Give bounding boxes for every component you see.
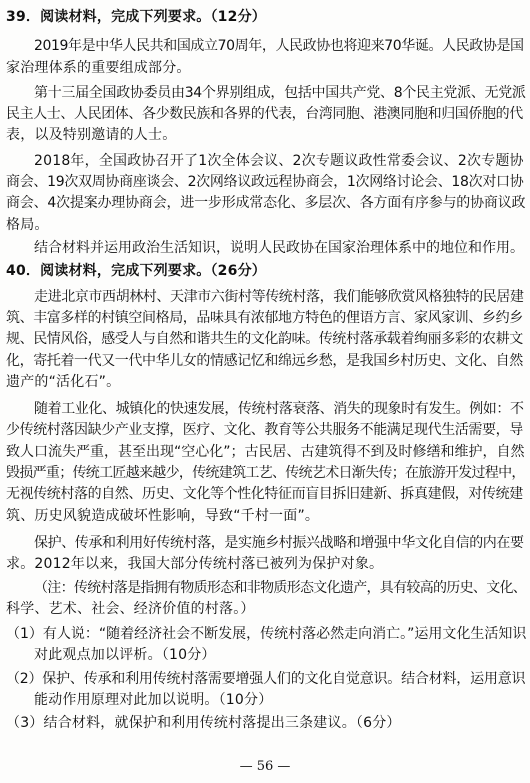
page-number: — 56 — — [239, 759, 291, 774]
q39-para3-line3: 商会、4次提案办理协商会，进一步形成常态化、多层次、各方面有序参与的协商议政 — [6, 195, 526, 211]
q39-para1-line1: 2019年是中华人民共和国成立70周年，人民政协也将迎来70华诞。人民政协是国 — [34, 38, 524, 54]
q40-sub2-line2: 能动作用原理对此加以说明。（10分） — [34, 692, 273, 708]
q40-para2-line5: 无视传统村落的自然、历史、文化等个性化特征而盲目拆旧建新、拆真建假，对传统建 — [6, 486, 523, 502]
q40-para1-line4: 化，寄托着一代又一代中华儿女的情感记忆和绵远乡愁，是我国乡村历史、文化、自然 — [6, 353, 523, 369]
q39-para2-line2: 民主人士、人民团体、各少数民族和各界的代表，台湾同胞、港澳同胞和归国侨胞的代 — [6, 106, 523, 122]
q40-para1-line1: 走进北京市西胡林村、天津市六街村等传统村落，我们能够欣赏风格独特的民居建 — [34, 289, 524, 305]
q39-para2-line1: 第十三届全国政协委员由34个界别组成，包括中国共产党、8个民主党派、无党派 — [34, 85, 526, 101]
q39-para2-line3: 表，以及特别邀请的人士。 — [6, 127, 177, 143]
q40-sub1-line2: 对此观点加以评析。（10分） — [34, 647, 216, 663]
q40-para2-line4: 毁损严重；传统工匠越来越少，传统建筑工艺、传统艺术日渐失传；在旅游开发过程中， — [6, 465, 525, 481]
q39-question: 结合材料并运用政治生活知识，说明人民政协在国家治理体系中的地位和作用。 — [34, 240, 524, 256]
q40-para2-line1: 随着工业化、城镇化的快速发展，传统村落衰落、消失的现象时有发生。例如：不 — [34, 401, 524, 417]
q40-note-line2: 科学、艺术、社会、经济价值的村落。） — [6, 601, 255, 617]
q40-para1-line2: 筑、丰富多样的村镇空间格局，品味具有浓郁地方特色的俚语方言、家风家训、乡约乡 — [6, 310, 523, 326]
q40-sub2-line1: （2）保护、传承和利用传统村落需要增强人们的文化自觉意识。结合材料，运用意识 — [6, 671, 526, 687]
q40-sub3: （3）结合材料，就保护和利用传统村落提出三条建议。（6分） — [6, 715, 401, 731]
q40-para1-line3: 规、民情风俗，感受人与自然和谐共生的文化韵味。传统村落承载着绚丽多彩的农耕文 — [6, 331, 523, 347]
q40-para2-line2: 少传统村落因缺少产业支撑，医疗、文化、教育等公共服务不能满足现代生活需要，导 — [6, 422, 523, 438]
q39-heading: 39．阅读材料，完成下列要求。（12分） — [6, 9, 266, 25]
q40-sub1-line1: （1）有人说：“随着经济社会不断发展，传统村落必然走向消亡。”运用文化生活知识 — [6, 626, 527, 642]
q39-para3-line2: 商会、19次双周协商座谈会、2次网络议政远程协商会，1次网络讨论会、18次对口协 — [6, 174, 524, 190]
q40-para1-line5: 遗产的“活化石”。 — [6, 374, 121, 390]
q40-para2-line6: 筑、历史风貌造成破坏性影响，导致“千村一面”。 — [6, 508, 320, 524]
q40-para2-line3: 致人口流失严重，甚至出现“空心化”；古民居、古建筑得不到及时修缮和维护，自然 — [6, 444, 525, 460]
q39-para3-line4: 格局。 — [6, 217, 49, 233]
q40-para3-line1: 保护、传承和利用好传统村落，是实施乡村振兴战略和增强中华文化自信的内在要 — [34, 535, 524, 551]
q39-para3-line1: 2018年，全国政协召开了1次全体会议、2次专题议政性常委会议、2次专题协 — [34, 153, 524, 169]
q40-para3-line2: 求。2012年以来，我国大部分传统村落已被列为保护对象。 — [6, 556, 384, 572]
q40-note-line1: （注：传统村落是指拥有物质形态和非物质形态文化遗产，具有较高的历史、文化、 — [34, 580, 527, 596]
q39-para1-line2: 家治理体系的重要组成部分。 — [6, 60, 191, 76]
q40-heading: 40．阅读材料，完成下列要求。（26分） — [6, 263, 266, 279]
